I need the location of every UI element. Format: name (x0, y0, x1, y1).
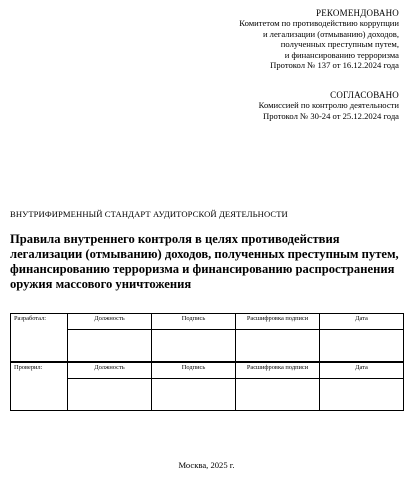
column-position: Должность (68, 363, 152, 379)
agreed-protocol: Протокол № 30-24 от 25.12.2024 года (263, 110, 399, 121)
document-title: Правила внутреннего контроля в целях противодействия легализации (отмыванию) доходов, полученных преступным путем, финансированию терроризма и финансированию распространения оружия массового уничтожения (10, 232, 399, 291)
column-signature-decoding: Расшифровка подписи (236, 363, 320, 379)
signature-table-checked (10, 362, 404, 411)
recommended-block (239, 8, 399, 70)
agreed-block (259, 90, 399, 121)
signature-decoding-cell[interactable] (236, 330, 320, 362)
signature-header-row (11, 363, 404, 379)
position-cell[interactable] (68, 379, 152, 411)
signature-fill-row (11, 379, 404, 411)
signature-fill-row (11, 330, 404, 362)
recommended-line: Комитетом по противодействию коррупции (239, 18, 399, 29)
column-signature-decoding: Расшифровка подписи (236, 314, 320, 330)
signature-cell[interactable] (152, 379, 236, 411)
signature-header-row (11, 314, 404, 330)
date-cell[interactable] (320, 379, 404, 411)
column-signature: Подпись (152, 314, 236, 330)
date-cell[interactable] (320, 330, 404, 362)
column-signature: Подпись (152, 363, 236, 379)
position-cell[interactable] (68, 330, 152, 362)
recommended-heading: РЕКОМЕНДОВАНО (316, 8, 399, 18)
signature-table-developed (10, 313, 404, 362)
column-date: Дата (320, 314, 404, 330)
agreed-line: Комиссией по контролю деятельности (258, 100, 399, 111)
document-type: ВНУТРИФИРМЕННЫЙ СТАНДАРТ АУДИТОРСКОЙ ДЕЯТЕЛЬНОСТИ (10, 209, 288, 219)
signature-cell[interactable] (152, 330, 236, 362)
role-label: Проверил: (11, 363, 68, 411)
recommended-line: полученных преступным путем, (280, 39, 399, 50)
recommended-line: и легализации (отмыванию) доходов, (262, 28, 399, 39)
agreed-heading: СОГЛАСОВАНО (330, 90, 399, 100)
place-and-year: Москва, 2025 г. (178, 460, 235, 470)
column-date: Дата (320, 363, 404, 379)
column-position: Должность (68, 314, 152, 330)
recommended-line: и финансированию терроризма (284, 49, 399, 60)
recommended-protocol: Протокол № 137 от 16.12.2024 года (270, 60, 399, 71)
signature-decoding-cell[interactable] (236, 379, 320, 411)
role-label: Разработал: (11, 314, 68, 362)
